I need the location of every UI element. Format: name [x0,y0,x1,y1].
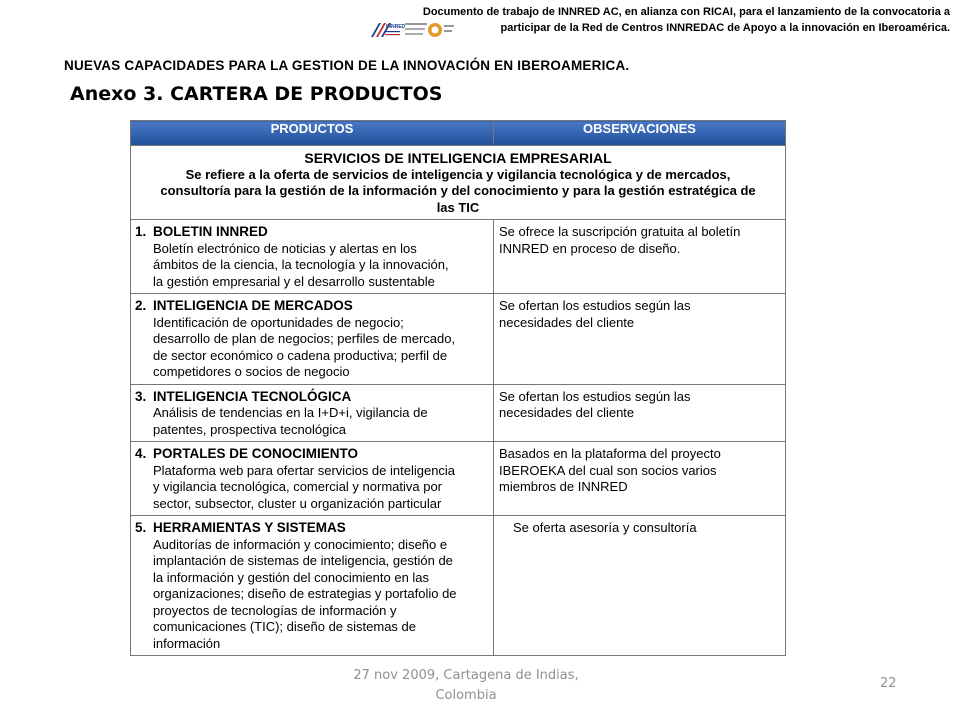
page-title: Anexo 3. CARTERA DE PRODUCTOS [70,83,443,105]
product-description-line: información [153,635,221,651]
svg-text:INNRED: INNRED [386,24,406,30]
product-cell [131,516,494,656]
product-cell [131,294,494,385]
observation-line: Se ofertan los estudios según las [499,388,691,404]
observation-line: INNRED en proceso de diseño. [499,240,681,256]
header-note-line-1: Documento de trabajo de INNRED AC, en alianza con RICAI, para el lanzamiento de la convocatoria a [422,6,950,18]
observation-line: miembros de INNRED [499,479,628,494]
product-number: 5. [135,520,147,535]
observation-line: Basados en la plataforma del proyecto [499,446,721,461]
product-description-line: Identificación de oportunidades de negocio; [153,314,404,330]
observation-line: necesidades del cliente [499,314,635,330]
product-description-line: y vigilancia tecnológica, comercial y normativa por [153,479,443,494]
section-description-line: Se refiere a la oferta de servicios de inteligencia y vigilancia tecnológica y de mercados, [185,166,731,182]
product-number: 2. [135,298,147,313]
product-description-line: de sector económico o cadena productiva; perfil de [153,347,448,363]
section-cell [131,146,786,220]
product-description-line: ámbitos de la ciencia, la tecnología y la innovación, [153,257,449,272]
table-row [131,384,786,442]
product-cell [131,384,494,442]
section-description-line: las TIC [436,199,480,215]
product-heading [135,389,489,406]
table-row [131,516,786,656]
product-description-line: Análisis de tendencias en la I+D+i, vigilancia de [153,405,428,420]
products-table [130,120,786,656]
product-description-line: la información y gestión del conocimiento en las [153,569,430,585]
column-header-productos: PRODUCTOS [131,121,494,146]
product-description-line: comunicaciones (TIC); diseño de sistemas de [153,619,417,634]
table-row [131,220,786,294]
observation-cell [494,220,786,294]
observation-line: Se oferta asesoría y consultoría [513,520,697,535]
product-name: INTELIGENCIA TECNOLÓGICA [153,388,352,404]
table-row [131,442,786,516]
product-description [135,463,489,513]
header-note-line-2: participar de la Red de Centros INNREDAC de Apoyo a la innovación en Iberoamérica. [500,22,950,34]
product-description-line: organizaciones; diseño de estrategias y portafolio de [153,586,457,601]
product-description-line: patentes, prospectiva tecnológica [153,421,346,437]
product-heading [135,446,489,463]
observation-line: Se ofrece la suscripción gratuita al boletín [499,224,741,239]
section-row [131,146,786,220]
observation-line: Se ofertan los estudios según las [499,298,691,313]
product-description-line: Boletín electrónico de noticias y alertas en los [153,240,417,256]
product-description-line: sector, subsector, cluster u organización particular [153,495,442,511]
product-name: BOLETIN INNRED [153,224,268,239]
partner-logos [369,19,455,41]
section-description-line: consultoría para la gestión de la información y del conocimiento y para la gestión estratégica de [160,183,756,198]
footer-date-line-1: 27 nov 2009, Cartagena de Indias, [353,668,579,683]
observation-line: necesidades del cliente [499,405,635,420]
product-description [135,241,489,291]
product-heading [135,224,489,241]
product-description-line: desarrollo de plan de negocios; perfiles de mercado, [153,331,456,346]
observation-line: IBEROEKA del cual son socios varios [499,462,717,478]
observation-cell [494,294,786,385]
product-description-line: proyectos de tecnologías de información y [153,602,397,618]
product-name: HERRAMIENTAS Y SISTEMAS [153,520,346,535]
page-number: 22 [880,676,897,691]
product-description [135,315,489,381]
section-title: SERVICIOS DE INTELIGENCIA EMPRESARIAL [304,150,612,166]
observation-cell [494,516,786,656]
product-description-line: Plataforma web para ofertar servicios de inteligencia [153,462,456,478]
observation-cell [494,442,786,516]
innred-logo [369,19,406,41]
product-description-line: implantación de sistemas de inteligencia, gestión de [153,553,453,568]
document-subtitle: NUEVAS CAPACIDADES PARA LA GESTION DE LA INNOVACIÓN EN IBEROAMERICA. [64,58,630,73]
product-number: 1. [135,224,147,239]
product-description [135,405,489,438]
product-description-line: competidores o socios de negocio [153,364,350,379]
table-row [131,294,786,385]
product-description-line: la gestión empresarial y el desarrollo sustentable [153,273,435,289]
product-number: 3. [135,388,147,404]
ricai-logo [405,21,455,39]
footer-date-line-2: Colombia [435,688,497,703]
product-cell [131,442,494,516]
product-name: PORTALES DE CONOCIMIENTO [153,446,359,461]
product-cell [131,220,494,294]
product-name: INTELIGENCIA DE MERCADOS [153,298,353,313]
footer-date-location [336,666,596,706]
product-description-line: Auditorías de información y conocimiento; diseño e [153,536,448,552]
observation-cell [494,384,786,442]
table-header-row [131,121,786,146]
product-heading [135,298,489,315]
product-heading [135,520,489,537]
product-number: 4. [135,446,147,461]
column-header-observaciones: OBSERVACIONES [494,121,786,146]
product-description [135,537,489,653]
